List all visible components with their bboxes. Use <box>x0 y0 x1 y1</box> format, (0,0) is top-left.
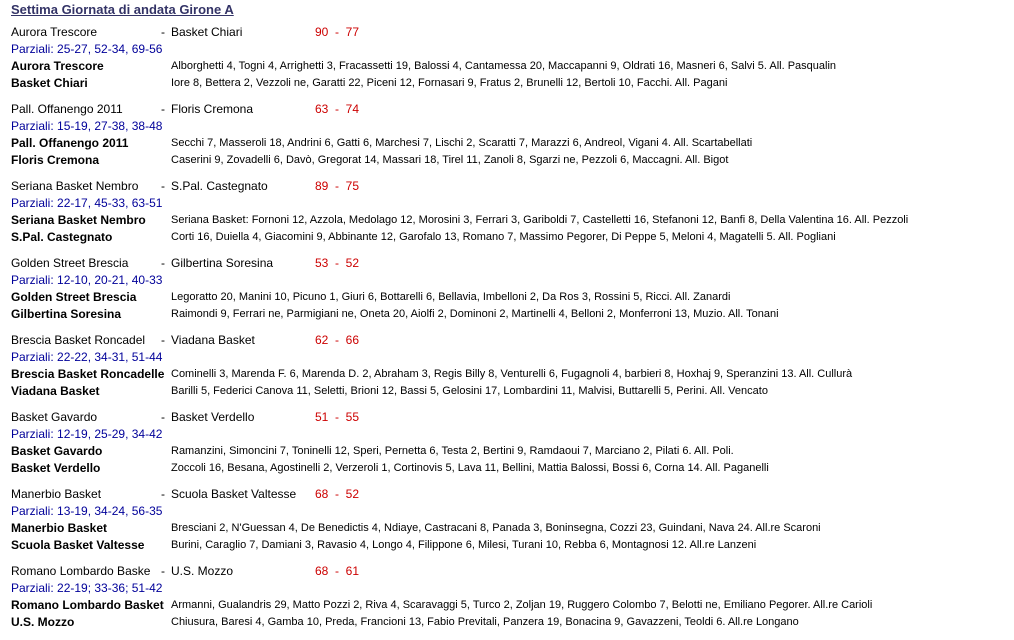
separator-dash: - <box>161 410 165 424</box>
home-roster-team: Manerbio Basket <box>11 521 108 535</box>
final-score: 51 - 55 <box>315 410 360 424</box>
away-roster-players: Caserini 9, Zovadelli 6, Davò, Gregorat 14, Massari 18, Tirel 11, Zanoli 8, Sgarzi ne, Pezzoli 6, Maccagni. All. Bigot <box>171 154 729 166</box>
separator-dash: - <box>161 25 165 39</box>
final-score: 68 - 52 <box>315 487 360 501</box>
final-score: 89 - 75 <box>315 179 360 193</box>
separator-dash: - <box>161 256 165 270</box>
separator-dash: - <box>161 102 165 116</box>
away-team-name: Gilbertina Soresina <box>171 256 274 270</box>
away-roster-players: Zoccoli 16, Besana, Agostinelli 2, Verzeroli 1, Cortinovis 5, Lava 11, Bellini, Mattia Balossi, Bossi 6, Corna 14. All. Paganelli <box>171 462 769 474</box>
home-team-name: Manerbio Basket <box>11 487 102 501</box>
away-team-name: Floris Cremona <box>171 102 254 116</box>
separator-dash: - <box>161 487 165 501</box>
home-roster-team: Basket Gavardo <box>11 444 103 458</box>
away-team-name: U.S. Mozzo <box>171 564 234 578</box>
game-block <box>0 409 1014 486</box>
partial-scores: Parziali: 15-19, 27-38, 38-48 <box>11 119 163 133</box>
away-roster-players: Raimondi 9, Ferrari ne, Parmigiani ne, Oneta 20, Aiolfi 2, Dominoni 2, Martinelli 4, Belloni 2, Monferroni 13, Muzio. All. Tonani <box>171 308 779 320</box>
home-team-name: Pall. Offanengo 2011 <box>11 102 123 116</box>
away-roster-team: Viadana Basket <box>11 384 100 398</box>
away-roster-team: Basket Verdello <box>11 461 101 475</box>
home-roster-team: Aurora Trescore <box>11 59 104 73</box>
partial-scores: Parziali: 22-19; 33-36; 51-42 <box>11 581 163 595</box>
home-roster-players: Secchi 7, Masseroli 18, Andrini 6, Gatti 6, Marchesi 7, Lischi 2, Scaratti 7, Marazzi 6, Andreol, Vigani 4. All. Scartabellati <box>171 137 753 149</box>
home-team-name: Romano Lombardo Baske <box>11 564 151 578</box>
away-team-name: Scuola Basket Valtesse <box>171 487 297 501</box>
away-team-name: Basket Verdello <box>171 410 255 424</box>
home-roster-players: Legoratto 20, Manini 10, Picuno 1, Giuri 6, Bottarelli 6, Bellavia, Imbelloni 2, Da Ros 3, Rossini 5, Ricci. All. Zanardi <box>171 291 731 303</box>
game-block <box>0 332 1014 409</box>
partial-scores: Parziali: 12-10, 20-21, 40-33 <box>11 273 163 287</box>
home-team-name: Golden Street Brescia <box>11 256 129 270</box>
home-roster-players: Alborghetti 4, Togni 4, Arrighetti 3, Fracassetti 19, Balossi 4, Cantamessa 20, Maccapanni 9, Oldrati 16, Masneri 6, Salvi 5. All. Pasqualin <box>171 60 837 72</box>
away-roster-players: Burini, Caraglio 7, Damiani 3, Ravasio 4, Longo 4, Filippone 6, Milesi, Turani 10, Rebba 6, Montagnosi 12. All.re Lanzeni <box>171 539 757 551</box>
partial-scores: Parziali: 22-17, 45-33, 63-51 <box>11 196 163 210</box>
final-score: 63 - 74 <box>315 102 360 116</box>
away-team-name: Basket Chiari <box>171 25 243 39</box>
game-block <box>0 101 1014 178</box>
home-roster-players: Cominelli 3, Marenda F. 6, Marenda D. 2, Abraham 3, Regis Billy 8, Venturelli 6, Fugagnoli 4, barbieri 8, Hoxhaj 9, Speranzini 13. All. Cullurà <box>171 368 853 380</box>
game-block <box>0 24 1014 101</box>
away-roster-team: S.Pal. Castegnato <box>11 230 113 244</box>
away-roster-team: Floris Cremona <box>11 153 100 167</box>
away-roster-team: U.S. Mozzo <box>11 615 75 629</box>
partial-scores: Parziali: 25-27, 52-34, 69-56 <box>11 42 163 56</box>
home-roster-players: Seriana Basket: Fornoni 12, Azzola, Medolago 12, Morosini 3, Ferrari 3, Gariboldi 7, Castelletti 16, Stefanoni 12, Banfi 8, Della Valentina 16. All. Pezzoli <box>171 214 909 226</box>
home-team-name: Aurora Trescore <box>11 25 98 39</box>
game-block <box>0 486 1014 563</box>
final-score: 68 - 61 <box>315 564 360 578</box>
game-block <box>0 255 1014 332</box>
away-roster-team: Basket Chiari <box>11 76 88 90</box>
game-block <box>0 178 1014 255</box>
home-team-name: Seriana Basket Nembro <box>11 179 139 193</box>
home-roster-team: Brescia Basket Roncadelle <box>11 367 165 381</box>
separator-dash: - <box>161 564 165 578</box>
game-block <box>0 563 1014 640</box>
away-roster-players: Corti 16, Duiella 4, Giacomini 9, Abbinante 12, Garofalo 13, Romano 7, Massimo Pegorer, Di Peppe 5, Meloni 4, Magatelli 5. All. Pogliani <box>171 231 836 243</box>
separator-dash: - <box>161 333 165 347</box>
away-roster-players: Iore 8, Bettera 2, Vezzoli ne, Garatti 22, Piceni 12, Fornasari 9, Fratus 2, Brunelli 12, Bertoli 10, Facchi. All. Pagani <box>171 77 728 89</box>
partial-scores: Parziali: 13-19, 34-24, 56-35 <box>11 504 163 518</box>
away-team-name: Viadana Basket <box>171 333 255 347</box>
final-score: 62 - 66 <box>315 333 360 347</box>
home-roster-team: Golden Street Brescia <box>11 290 137 304</box>
home-team-name: Brescia Basket Roncadel <box>11 333 146 347</box>
separator-dash: - <box>161 179 165 193</box>
partial-scores: Parziali: 22-22, 34-31, 51-44 <box>11 350 163 364</box>
page-title[interactable]: Settima Giornata di andata Girone A <box>11 2 234 17</box>
away-roster-team: Scuola Basket Valtesse <box>11 538 145 552</box>
final-score: 90 - 77 <box>315 25 360 39</box>
away-roster-players: Barilli 5, Federici Canova 11, Seletti, Brioni 12, Bassi 5, Gelosini 17, Lombardini 11, Malvisi, Buttarelli 5, Perini. All. Vencato <box>171 385 768 397</box>
final-score: 53 - 52 <box>315 256 360 270</box>
home-roster-team: Romano Lombardo Basket <box>11 598 164 612</box>
home-roster-players: Bresciani 2, N'Guessan 4, De Benedictis 4, Ndiaye, Castracani 8, Panada 3, Boninsegna, Cozzi 23, Guindani, Nava 24. All.re Scaroni <box>171 522 821 534</box>
home-team-name: Basket Gavardo <box>11 410 98 424</box>
partial-scores: Parziali: 12-19, 25-29, 34-42 <box>11 427 163 441</box>
away-roster-team: Gilbertina Soresina <box>11 307 122 321</box>
home-roster-team: Seriana Basket Nembro <box>11 213 146 227</box>
home-roster-players: Armanni, Gualandris 29, Matto Pozzi 2, Riva 4, Scaravaggi 5, Turco 2, Zoljan 19, Ruggero Colombo 7, Belotti ne, Emiliano Pegorer. All.re Carioli <box>171 599 873 611</box>
home-roster-players: Ramanzini, Simoncini 7, Toninelli 12, Speri, Pernetta 6, Testa 2, Bertini 9, Ramdaoui 7, Marciano 2, Pilati 6. All. Poli. <box>171 445 734 457</box>
away-team-name: S.Pal. Castegnato <box>171 179 268 193</box>
away-roster-players: Chiusura, Baresi 4, Gamba 10, Preda, Francioni 13, Fabio Previtali, Panzera 19, Bonacina 9, Gavazzeni, Teoldi 6. All.re Longano <box>171 616 799 628</box>
home-roster-team: Pall. Offanengo 2011 <box>11 136 129 150</box>
